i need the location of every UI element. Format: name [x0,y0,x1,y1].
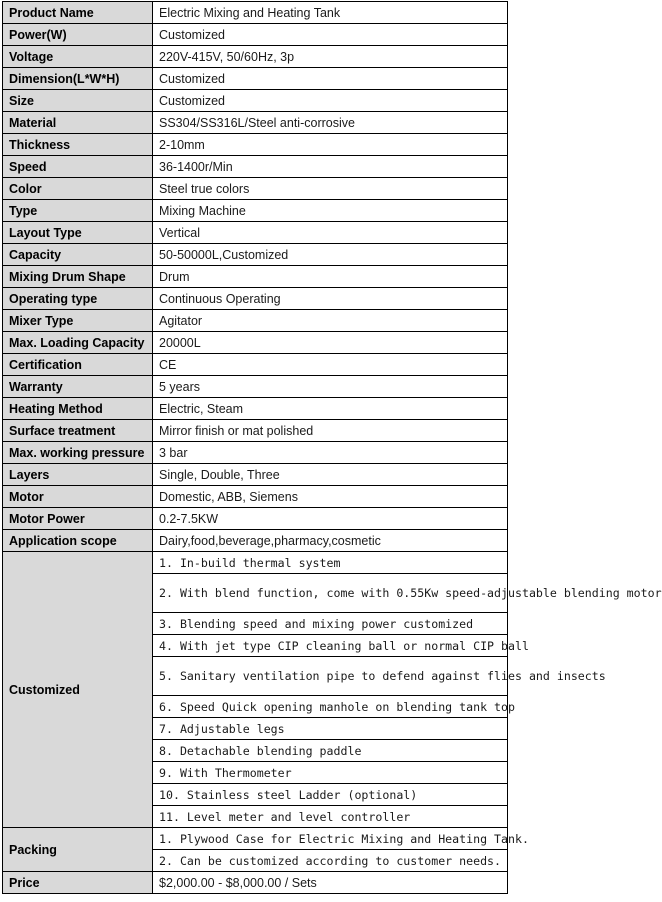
spec-value: Continuous Operating [153,288,508,310]
packing-item: 2. Can be customized according to customer needs. [153,850,508,872]
spec-table-body [3,2,662,894]
spec-label: Layers [3,464,153,486]
spec-value: Electric Mixing and Heating Tank [153,2,508,24]
spec-value: Domestic, ABB, Siemens [153,486,508,508]
spec-value: Vertical [153,222,508,244]
spec-label: Heating Method [3,398,153,420]
spec-label: Thickness [3,134,153,156]
spec-row [3,332,508,354]
spec-row [3,112,508,134]
spec-label: Certification [3,354,153,376]
product-spec-table [2,1,662,894]
spec-value: Electric, Steam [153,398,508,420]
spec-row [3,2,508,24]
spec-row [3,178,508,200]
spec-label: Mixing Drum Shape [3,266,153,288]
customized-item: 3. Blending speed and mixing power customized [153,613,508,635]
spec-value: 50-50000L,Customized [153,244,508,266]
spec-label: Warranty [3,376,153,398]
spec-value: 220V-415V, 50/60Hz, 3p [153,46,508,68]
packing-row [3,828,508,850]
spec-value: 2-10mm [153,134,508,156]
spec-value: Single, Double, Three [153,464,508,486]
spec-row [3,156,508,178]
spec-value: 5 years [153,376,508,398]
spec-row [3,90,508,112]
spec-label: Layout Type [3,222,153,244]
spec-label: Power(W) [3,24,153,46]
spec-value: Customized [153,24,508,46]
spec-label: Speed [3,156,153,178]
spec-row [3,222,508,244]
spec-row [3,200,508,222]
spec-row [3,464,508,486]
spec-row [3,134,508,156]
spec-value: SS304/SS316L/Steel anti-corrosive [153,112,508,134]
spec-value: Dairy,food,beverage,pharmacy,cosmetic [153,530,508,552]
spec-row [3,354,508,376]
spec-row [3,508,508,530]
customized-item: 4. With jet type CIP cleaning ball or normal CIP ball [153,635,508,657]
spec-value: 3 bar [153,442,508,464]
customized-item: 7. Adjustable legs [153,718,508,740]
price-row [3,872,508,894]
spec-label: Product Name [3,2,153,24]
spec-value: Drum [153,266,508,288]
customized-item: 11. Level meter and level controller [153,806,508,828]
spec-value: Customized [153,68,508,90]
spec-label: Color [3,178,153,200]
customized-item: 5. Sanitary ventilation pipe to defend against flies and insects [153,657,508,696]
spec-value: Mirror finish or mat polished [153,420,508,442]
spec-label: Surface treatment [3,420,153,442]
spec-label: Motor Power [3,508,153,530]
spec-label: Application scope [3,530,153,552]
spec-value: Mixing Machine [153,200,508,222]
customized-item: 9. With Thermometer [153,762,508,784]
price-label: Price [3,872,153,894]
spec-row [3,24,508,46]
spec-label: Material [3,112,153,134]
spec-row [3,288,508,310]
customized-item: 10. Stainless steel Ladder (optional) [153,784,508,806]
spec-row [3,420,508,442]
spec-row [3,530,508,552]
spec-row [3,376,508,398]
spec-label: Size [3,90,153,112]
spec-label: Voltage [3,46,153,68]
spec-label: Capacity [3,244,153,266]
spec-value: Customized [153,90,508,112]
spec-row [3,442,508,464]
spec-row [3,266,508,288]
spec-label: Motor [3,486,153,508]
customized-item: 8. Detachable blending paddle [153,740,508,762]
spec-row [3,68,508,90]
spec-value: 36-1400r/Min [153,156,508,178]
spec-label: Type [3,200,153,222]
spec-row [3,46,508,68]
spec-label: Max. Loading Capacity [3,332,153,354]
spec-row [3,310,508,332]
spec-label: Dimension(L*W*H) [3,68,153,90]
spec-value: 20000L [153,332,508,354]
spec-value: Steel true colors [153,178,508,200]
spec-label: Mixer Type [3,310,153,332]
spec-label: Max. working pressure [3,442,153,464]
spec-value: Agitator [153,310,508,332]
spec-row [3,398,508,420]
customized-row [3,552,508,574]
customized-item: 6. Speed Quick opening manhole on blending tank top [153,696,508,718]
spec-value: CE [153,354,508,376]
customized-item: 2. With blend function, come with 0.55Kw speed-adjustable blending motor [153,574,508,613]
spec-row [3,244,508,266]
customized-item: 1. In-build thermal system [153,552,508,574]
spec-value: 0.2-7.5KW [153,508,508,530]
spec-row [3,486,508,508]
spec-label: Operating type [3,288,153,310]
packing-label: Packing [3,828,153,872]
packing-item: 1. Plywood Case for Electric Mixing and Heating Tank. [153,828,508,850]
customized-label: Customized [3,552,153,828]
price-value: $2,000.00 - $8,000.00 / Sets [153,872,508,894]
